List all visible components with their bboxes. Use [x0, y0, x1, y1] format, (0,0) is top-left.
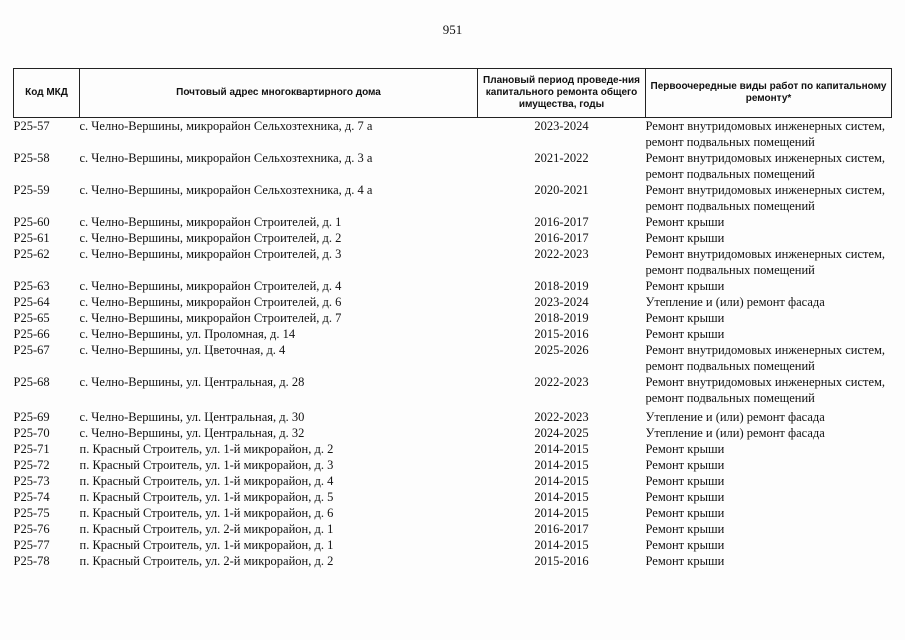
row-address: с. Челно-Вершины, микрорайон Строителей, д. 1	[79, 215, 342, 229]
row-code: Р25-68	[13, 375, 50, 389]
works-line: ремонт подвальных помещений	[645, 263, 815, 277]
row-address: п. Красный Строитель, ул. 1-й микрорайон, д. 2	[79, 442, 334, 456]
works-line: Ремонт крыши	[645, 215, 725, 229]
table-row	[14, 553, 892, 569]
row-code: Р25-77	[13, 538, 50, 552]
table-row	[14, 278, 892, 294]
row-code: Р25-76	[13, 522, 50, 536]
table-row	[14, 457, 892, 473]
row-code: Р25-58	[13, 151, 50, 165]
works-line: Ремонт крыши	[645, 458, 725, 472]
row-works	[646, 230, 892, 246]
row-period: 2014-2015	[534, 442, 589, 456]
row-address: п. Красный Строитель, ул. 1-й микрорайон, д. 3	[79, 458, 334, 472]
repair-schedule-table	[13, 68, 892, 569]
row-works	[646, 294, 892, 310]
table-row	[14, 505, 892, 521]
works-line: Утепление и (или) ремонт фасада	[645, 426, 825, 440]
row-period: 2015-2016	[534, 327, 589, 341]
works-line: Ремонт крыши	[645, 522, 725, 536]
row-address: п. Красный Строитель, ул. 1-й микрорайон, д. 5	[79, 490, 334, 504]
row-period: 2024-2025	[534, 426, 589, 440]
works-line: Ремонт внутридомовых инженерных систем,	[645, 119, 886, 133]
table-body	[14, 118, 892, 570]
header-works: Первоочередные виды работ по капитальному ремонту*	[646, 69, 892, 118]
table-row	[14, 409, 892, 425]
row-works	[646, 425, 892, 441]
row-period: 2018-2019	[534, 279, 589, 293]
page-number: 951	[442, 22, 463, 37]
row-code: Р25-63	[13, 279, 50, 293]
row-works	[646, 246, 892, 278]
row-period: 2022-2023	[534, 375, 589, 389]
works-line: ремонт подвальных помещений	[645, 167, 815, 181]
works-line: Ремонт крыши	[645, 506, 725, 520]
row-period: 2014-2015	[534, 474, 589, 488]
row-period: 2025-2026	[534, 343, 589, 357]
row-code: Р25-60	[13, 215, 50, 229]
row-address: с. Челно-Вершины, ул. Проломная, д. 14	[79, 327, 296, 341]
works-line: Ремонт крыши	[645, 279, 725, 293]
row-works	[646, 473, 892, 489]
row-address: с. Челно-Вершины, микрорайон Сельхозтехника, д. 3 а	[79, 151, 373, 165]
works-line: Утепление и (или) ремонт фасада	[645, 295, 825, 309]
row-code: Р25-78	[13, 554, 50, 568]
row-period: 2022-2023	[534, 410, 589, 424]
row-works	[646, 342, 892, 374]
row-address: п. Красный Строитель, ул. 1-й микрорайон, д. 6	[79, 506, 334, 520]
table-row	[14, 521, 892, 537]
table-row	[14, 326, 892, 342]
table-row	[14, 246, 892, 278]
row-period: 2016-2017	[534, 231, 589, 245]
works-line: Утепление и (или) ремонт фасада	[645, 410, 825, 424]
row-period: 2023-2024	[534, 295, 589, 309]
row-period: 2015-2016	[534, 554, 589, 568]
row-works	[646, 214, 892, 230]
row-code: Р25-73	[13, 474, 50, 488]
row-address: с. Челно-Вершины, микрорайон Строителей, д. 7	[79, 311, 342, 325]
works-line: Ремонт крыши	[645, 231, 725, 245]
works-line: ремонт подвальных помещений	[645, 135, 815, 149]
row-address: п. Красный Строитель, ул. 1-й микрорайон, д. 1	[79, 538, 334, 552]
row-works	[646, 278, 892, 294]
row-code: Р25-62	[13, 247, 50, 261]
table-row	[14, 182, 892, 214]
works-line: ремонт подвальных помещений	[645, 359, 815, 373]
row-period: 2021-2022	[534, 151, 589, 165]
header-code: Код МКД	[14, 69, 80, 118]
row-address: с. Челно-Вершины, ул. Центральная, д. 28	[79, 375, 305, 389]
row-period: 2016-2017	[534, 215, 589, 229]
row-code: Р25-66	[13, 327, 50, 341]
row-code: Р25-65	[13, 311, 50, 325]
works-line: Ремонт крыши	[645, 490, 725, 504]
row-code: Р25-74	[13, 490, 50, 504]
row-works	[646, 182, 892, 214]
row-address: п. Красный Строитель, ул. 2-й микрорайон, д. 2	[79, 554, 334, 568]
row-works	[646, 409, 892, 425]
row-period: 2016-2017	[534, 522, 589, 536]
row-period: 2020-2021	[534, 183, 589, 197]
row-works	[646, 489, 892, 505]
row-works	[646, 118, 892, 151]
table-row	[14, 374, 892, 409]
row-works	[646, 326, 892, 342]
row-address: с. Челно-Вершины, микрорайон Строителей, д. 4	[79, 279, 342, 293]
works-line: Ремонт внутридомовых инженерных систем,	[645, 247, 886, 261]
table-row	[14, 118, 892, 151]
works-line: Ремонт крыши	[645, 327, 725, 341]
row-works	[646, 457, 892, 473]
row-address: с. Челно-Вершины, ул. Центральная, д. 32	[79, 426, 305, 440]
table-row	[14, 473, 892, 489]
row-period: 2014-2015	[534, 458, 589, 472]
works-line: ремонт подвальных помещений	[645, 199, 815, 213]
table-row	[14, 489, 892, 505]
table-header-row	[14, 69, 892, 118]
row-code: Р25-67	[13, 343, 50, 357]
row-code: Р25-59	[13, 183, 50, 197]
row-address: с. Челно-Вершины, микрорайон Строителей, д. 3	[79, 247, 342, 261]
row-code: Р25-72	[13, 458, 50, 472]
row-period: 2014-2015	[534, 506, 589, 520]
table-row	[14, 294, 892, 310]
row-code: Р25-70	[13, 426, 50, 440]
row-works	[646, 505, 892, 521]
table-row	[14, 342, 892, 374]
works-line: Ремонт крыши	[645, 474, 725, 488]
row-period: 2014-2015	[534, 538, 589, 552]
row-works	[646, 310, 892, 326]
works-line: ремонт подвальных помещений	[645, 391, 815, 405]
header-period: Плановый период проведе-ния капитального ремонта общего имущества, годы	[478, 69, 646, 118]
works-line: Ремонт внутридомовых инженерных систем,	[645, 151, 886, 165]
row-address: с. Челно-Вершины, микрорайон Сельхозтехника, д. 7 а	[79, 119, 373, 133]
row-code: Р25-57	[13, 119, 50, 133]
row-address: с. Челно-Вершины, ул. Центральная, д. 30	[79, 410, 305, 424]
table-row	[14, 230, 892, 246]
row-works	[646, 521, 892, 537]
works-line: Ремонт крыши	[645, 442, 725, 456]
row-works	[646, 374, 892, 409]
works-line: Ремонт крыши	[645, 538, 725, 552]
row-address: с. Челно-Вершины, микрорайон Строителей, д. 2	[79, 231, 342, 245]
row-code: Р25-75	[13, 506, 50, 520]
works-line: Ремонт внутридомовых инженерных систем,	[645, 343, 886, 357]
row-address: с. Челно-Вершины, микрорайон Строителей, д. 6	[79, 295, 342, 309]
row-code: Р25-61	[13, 231, 50, 245]
row-period: 2023-2024	[534, 119, 589, 133]
row-works	[646, 150, 892, 182]
row-code: Р25-64	[13, 295, 50, 309]
works-line: Ремонт крыши	[645, 311, 725, 325]
row-works	[646, 441, 892, 457]
row-period: 2014-2015	[534, 490, 589, 504]
table-row	[14, 150, 892, 182]
row-works	[646, 537, 892, 553]
row-address: с. Челно-Вершины, ул. Цветочная, д. 4	[79, 343, 286, 357]
table-row	[14, 537, 892, 553]
table-row	[14, 214, 892, 230]
row-period: 2018-2019	[534, 311, 589, 325]
works-line: Ремонт внутридомовых инженерных систем,	[645, 375, 886, 389]
row-address: п. Красный Строитель, ул. 2-й микрорайон, д. 1	[79, 522, 334, 536]
row-code: Р25-71	[13, 442, 50, 456]
table-row	[14, 310, 892, 326]
header-address: Почтовый адрес многоквартирного дома	[80, 69, 478, 118]
row-address: п. Красный Строитель, ул. 1-й микрорайон, д. 4	[79, 474, 334, 488]
row-period: 2022-2023	[534, 247, 589, 261]
table-row	[14, 441, 892, 457]
table-row	[14, 425, 892, 441]
row-address: с. Челно-Вершины, микрорайон Сельхозтехника, д. 4 а	[79, 183, 373, 197]
works-line: Ремонт крыши	[645, 554, 725, 568]
row-works	[646, 553, 892, 569]
works-line: Ремонт внутридомовых инженерных систем,	[645, 183, 886, 197]
row-code: Р25-69	[13, 410, 50, 424]
